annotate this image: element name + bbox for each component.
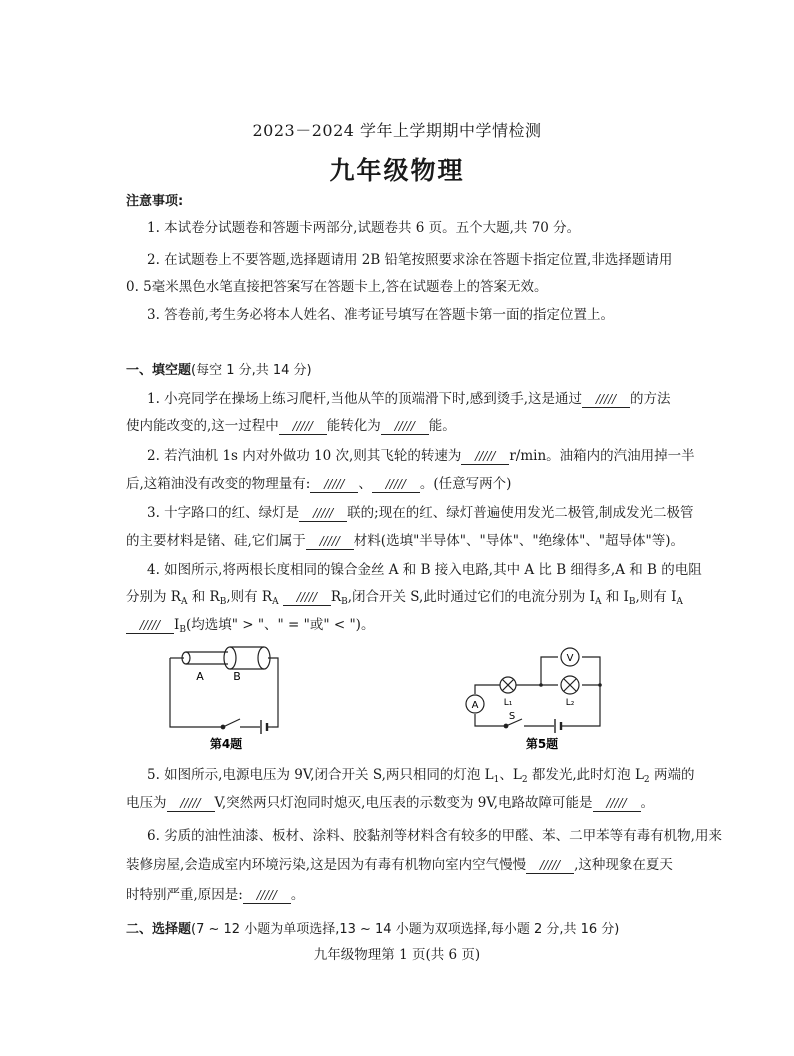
q1-text: 使内能改变的,这一过程中 <box>126 418 279 434</box>
q4-line-2 <box>126 587 683 612</box>
lamp-l2-label: L₂ <box>565 698 575 708</box>
answer-blank[interactable]: ///// <box>582 392 630 408</box>
label-b: B <box>233 670 241 683</box>
junction-dot <box>598 683 602 687</box>
notice-item-3: 3. 答卷前,考生务必将本人姓名、准考证号填写在答题卡第一面的指定位置上。 <box>147 307 614 323</box>
subscript: B <box>219 597 227 607</box>
section-2-heading <box>126 920 676 940</box>
subscript: B <box>628 597 636 607</box>
subscript: A <box>180 597 188 607</box>
open-switch <box>223 719 240 727</box>
q6-line-1: 6. 劣质的油性油漆、板材、涂料、胶黏剂等材料含有较多的甲醛、苯、二甲苯等有毒有机物,用来 <box>147 828 722 844</box>
answer-blank[interactable]: ///// <box>593 796 641 812</box>
figure-5-circuit <box>458 642 616 754</box>
wire-b-end <box>224 647 236 669</box>
q1-line-2 <box>126 416 676 436</box>
q3-text: 的主要材料是锗、硅,它们属于 <box>126 533 306 549</box>
answer-blank[interactable]: ///// <box>283 590 331 606</box>
subscript: 2 <box>643 775 650 785</box>
q4-text: 和 I <box>601 589 629 605</box>
q2-text: r/min。油箱内的汽油用掉一半 <box>509 448 695 464</box>
q6-line-2 <box>126 855 676 875</box>
lamp-l2-cross <box>564 679 577 692</box>
answer-blank[interactable]: ///// <box>310 477 358 493</box>
circuit-wire <box>475 714 506 726</box>
figure-4-caption: 第4题 <box>209 737 243 751</box>
figure-5-caption: 第5题 <box>525 737 559 751</box>
q4-line-3 <box>126 615 676 640</box>
q4-line-1: 4. 如图所示,将两根长度相同的镍合金丝 A 和 B 接入电路,其中 A 比 B 细得多,A 和 B 的电阻 <box>147 562 702 578</box>
answer-blank[interactable]: ///// <box>461 449 509 465</box>
q5-text: 、L <box>499 767 522 783</box>
subject-title: 九年级物理 <box>329 156 465 185</box>
section-1-note: (每空 1 分,共 14 分) <box>191 363 312 378</box>
q2-line-1 <box>147 446 695 466</box>
voltmeter-branch <box>541 657 558 685</box>
q2-text: 、 <box>358 476 372 492</box>
q1-text: 能转化为 <box>326 418 381 434</box>
answer-blank[interactable]: ///// <box>381 419 429 435</box>
q5-text: 都发光,此时灯泡 L <box>527 767 644 783</box>
q1-line-1 <box>147 389 677 409</box>
answer-blank[interactable]: ///// <box>299 506 347 522</box>
q4-text: (均选填" > "、" = "或" < ")。 <box>185 617 375 633</box>
notice-item-2a: 2. 在试题卷上不要答题,选择题请用 2B 铅笔按照要求涂在答题卡指定位置,非选择题请用 <box>147 252 673 268</box>
q1-text: 1. 小亮同学在操场上练习爬杆,当他从竿的顶端滑下时,感到烫手,这是通过 <box>147 391 583 407</box>
circuit-wire <box>268 658 278 727</box>
notice-heading: 注意事项: <box>126 194 184 209</box>
q6-text: ,这种现象在夏天 <box>574 857 673 873</box>
q4-text: I <box>174 617 180 633</box>
subscript: A <box>272 597 279 607</box>
page-footer: 九年级物理第 1 页(共 6 页) <box>313 947 481 963</box>
q3-line-2 <box>126 531 685 551</box>
q3-text: 材料(选填"半导体"、"导体"、"绝缘体"、"超导体"等)。 <box>353 533 685 549</box>
q6-line-3 <box>126 885 676 905</box>
switch-label: S <box>508 711 516 722</box>
circuit-wire <box>170 658 222 727</box>
answer-blank[interactable]: ///// <box>279 419 327 435</box>
answer-blank[interactable]: ///// <box>306 534 354 550</box>
notice-item-1: 1. 本试卷分试题卷和答题卡两部分,试题卷共 6 页。五个大题,共 70 分。 <box>147 220 581 236</box>
subscript: A <box>594 597 602 607</box>
q3-text: 联的;现在的红、绿灯普遍使用发光二极管,制成发光二极管 <box>347 505 694 521</box>
q1-text: 的方法 <box>630 391 671 407</box>
junction-dot <box>539 683 543 687</box>
answer-blank[interactable]: ///// <box>126 618 174 634</box>
q6-text: 。 <box>290 887 305 903</box>
subscript: B <box>179 625 186 635</box>
subscript: B <box>341 597 348 607</box>
q5-line-1 <box>147 765 695 790</box>
section-1-title: 一、填空题 <box>126 363 192 378</box>
q4-text: 和 R <box>187 589 220 605</box>
q3-line-1 <box>147 503 694 523</box>
subscript: 1 <box>493 775 500 785</box>
q6-text: 装修房屋,会造成室内环境污染,这是因为有毒有机物向室内空气慢慢 <box>126 857 527 873</box>
lamp-l1-label: L₁ <box>503 698 513 708</box>
wire-a-resistor <box>186 652 228 664</box>
q2-text: 2. 若汽油机 1s 内对外做功 10 次,则其飞轮的转速为 <box>147 448 462 464</box>
answer-blank[interactable]: ///// <box>243 888 291 904</box>
q3-text: 3. 十字路口的红、绿灯是 <box>147 505 300 521</box>
figure-4-circuit <box>160 642 290 754</box>
q2-line-2 <box>126 474 676 494</box>
subscript: 2 <box>521 775 528 785</box>
q4-text: R <box>330 589 342 605</box>
circuit-wire <box>570 685 600 726</box>
q4-text: 分别为 R <box>126 589 181 605</box>
q2-text: 。(任意写两个) <box>419 476 512 492</box>
q6-text: 时特别严重,原因是: <box>126 887 243 903</box>
q5-text: 。 <box>640 795 655 811</box>
notice-item-2b: 0. 5毫米黑色水笔直接把答案写在答题卡上,答在试题卷上的答案无效。 <box>126 279 548 295</box>
q4-text: ,则有 I <box>635 589 677 605</box>
voltmeter-branch <box>582 657 600 685</box>
q2-text: 后,这箱油没有改变的物理量有: <box>126 476 311 492</box>
answer-blank[interactable]: ///// <box>372 477 420 493</box>
section-1-heading <box>126 361 676 381</box>
lamp-l1-cross <box>503 680 514 691</box>
section-2-title: 二、选择题 <box>126 922 192 937</box>
q5-text: 电压为 <box>126 795 167 811</box>
q5-text: 5. 如图所示,电源电压为 9V,闭合开关 S,两只相同的灯泡 L <box>147 767 494 783</box>
section-2-note: (7 ~ 12 小题为单项选择,13 ~ 14 小题为双项选择,每小题 2 分,共 16 分) <box>191 922 620 937</box>
circuit-wire <box>475 685 483 694</box>
q5-line-2 <box>126 793 676 813</box>
subscript: A <box>676 597 683 607</box>
label-a: A <box>196 670 204 683</box>
q1-text: 能。 <box>428 418 456 434</box>
exam-title: 2023－2024 学年上学期期中学情检测 <box>252 121 542 140</box>
answer-blank[interactable]: ///// <box>526 858 574 874</box>
wire-b-resistor <box>230 647 264 669</box>
q5-text: 两端的 <box>649 767 695 783</box>
voltmeter-label: V <box>566 653 574 664</box>
q4-text: ,则有 R <box>226 589 273 605</box>
answer-blank[interactable]: ///// <box>167 796 215 812</box>
ammeter-label: A <box>471 700 479 711</box>
q5-text: V,突然两只灯泡同时熄灭,电压表的示数变为 9V,电路故障可能是 <box>214 795 593 811</box>
q4-text: ,闭合开关 S,此时通过它们的电流分别为 I <box>347 589 595 605</box>
